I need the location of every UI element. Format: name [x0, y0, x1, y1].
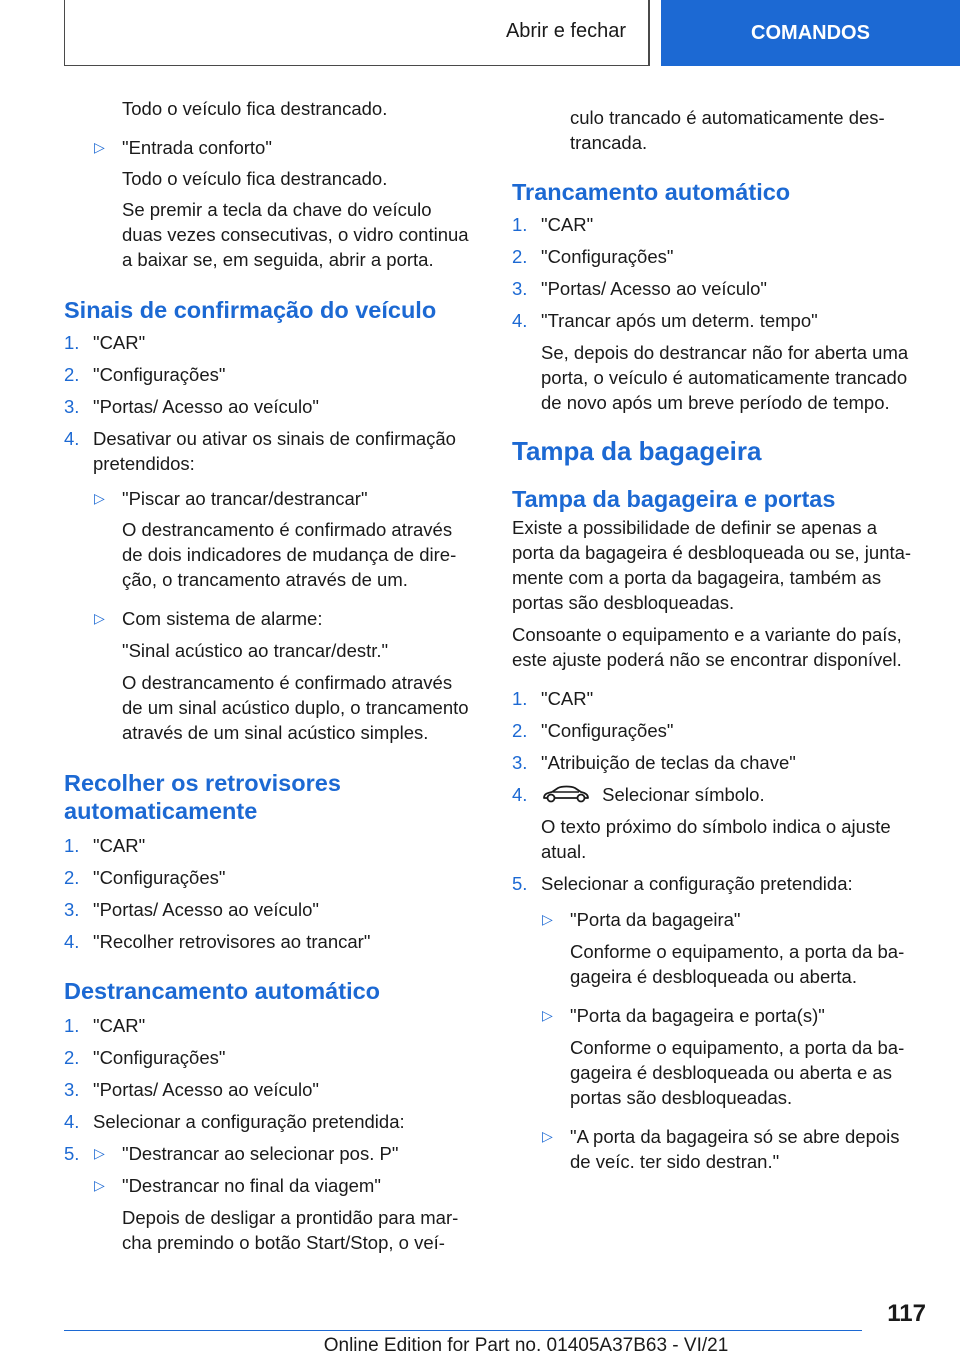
bullet-item	[64, 486, 482, 511]
list-item	[512, 750, 924, 782]
text-line: gageira é desbloqueada ou aberta e as	[570, 1062, 892, 1083]
list-item	[512, 244, 924, 276]
list-number: 5.	[512, 873, 528, 894]
text-line: culo trancado é automaticamente des-	[570, 107, 885, 128]
left-column	[64, 96, 482, 1255]
list-text: "Portas/ Acesso ao veículo"	[93, 899, 320, 920]
text-line: duas vezes consecutivas, o vidro continua	[122, 224, 469, 245]
list-text: "Trancar após um determ. tempo"	[541, 310, 818, 331]
bullet-item	[64, 135, 482, 160]
text-line: Conforme o equipamento, a porta da ba-	[570, 941, 905, 962]
triangle-bullet-icon: ▷	[94, 490, 105, 506]
list-text: "Destrancar ao selecionar pos. P"	[122, 1143, 399, 1164]
section-heading: Destrancamento automático	[64, 978, 381, 1004]
text-line: O texto próximo do símbolo indica o ajuste	[541, 816, 891, 837]
car-icon	[541, 783, 591, 805]
text-line: porta da bagageira é desbloqueada ou se, junta-	[512, 542, 912, 563]
text-line: O destrancamento é confirmado através	[122, 672, 453, 693]
list-item	[512, 718, 924, 750]
bullet-text: "Porta da bagageira e porta(s)"	[570, 1005, 825, 1026]
paragraph	[512, 814, 924, 864]
list-text: Selecionar a configuração pretendida:	[541, 873, 853, 894]
list-text: "CAR"	[93, 332, 146, 353]
triangle-bullet-icon: ▷	[94, 139, 105, 155]
triangle-bullet-icon: ▷	[94, 1177, 105, 1193]
text-line: Existe a possibilidade de definir se apenas a	[512, 517, 878, 538]
text-line: gageira é desbloqueada ou aberta.	[570, 966, 857, 987]
list-text: pretendidos:	[93, 453, 195, 474]
text-line: cha premindo o botão Start/Stop, o veí-	[122, 1232, 445, 1253]
heading-line: automaticamente	[64, 798, 258, 824]
section-heading	[64, 769, 482, 825]
list-text: "Configurações"	[93, 364, 226, 385]
paragraph: Todo o veículo fica destrancado.	[122, 98, 388, 119]
list-number: 3.	[64, 1079, 80, 1100]
bullet-text: de veíc. ter sido destran."	[570, 1151, 780, 1172]
bullet-text: "A porta da bagageira só se abre depois	[570, 1126, 900, 1147]
text-line: O destrancamento é confirmado através	[122, 519, 453, 540]
text-line: através de um sinal acústico simples.	[122, 722, 429, 743]
paragraph	[64, 1205, 482, 1255]
bullet-text: Com sistema de alarme:	[122, 608, 323, 629]
text-line: Se premir a tecla da chave do veículo	[122, 199, 432, 220]
list-item	[64, 330, 482, 362]
list-text: "CAR"	[541, 688, 594, 709]
bullet-item	[512, 907, 924, 932]
list-text: "Configurações"	[93, 867, 226, 888]
triangle-bullet-icon: ▷	[542, 911, 553, 927]
list-item	[512, 871, 924, 903]
list-number: 3.	[64, 396, 80, 417]
list-text: Desativar ou ativar os sinais de confirmação	[93, 428, 456, 449]
paragraph	[512, 340, 924, 415]
paragraph	[512, 622, 924, 672]
chapter-tab: COMANDOS	[661, 0, 960, 66]
list-number: 2.	[64, 867, 80, 888]
text-line: este ajuste poderá não se encontrar disponível.	[512, 649, 902, 670]
list-item	[64, 1013, 482, 1045]
paragraph	[64, 197, 482, 272]
paragraph	[512, 1035, 924, 1110]
paragraph: Todo o veículo fica destrancado.	[122, 168, 388, 189]
text-line: atual.	[541, 841, 587, 862]
triangle-bullet-icon: ▷	[94, 610, 105, 626]
list-text: Selecionar a configuração pretendida:	[93, 1111, 405, 1132]
numbered-list	[64, 833, 482, 961]
list-item	[512, 686, 924, 718]
list-item	[64, 394, 482, 426]
list-item	[512, 212, 924, 244]
text-line: portas são desbloqueadas.	[512, 592, 735, 613]
list-number: 2.	[64, 1047, 80, 1068]
paragraph: "Sinal acústico ao trancar/destr."	[122, 640, 389, 661]
list-number: 2.	[512, 246, 528, 267]
list-text: "Atribuição de teclas da chave"	[541, 752, 796, 773]
triangle-bullet-icon: ▷	[542, 1128, 553, 1144]
text-line: de novo após um breve período de tempo.	[541, 392, 890, 413]
section-heading: Trancamento automático	[512, 179, 791, 205]
list-item	[64, 1141, 482, 1173]
list-item	[64, 1109, 482, 1141]
list-number: 1.	[512, 688, 528, 709]
list-number: 3.	[64, 899, 80, 920]
text-line: portas são desbloqueadas.	[570, 1087, 793, 1108]
heading-line: Recolher os retrovisores	[64, 770, 341, 796]
numbered-list	[64, 1013, 482, 1255]
section-heading: Sinais de confirmação do veículo	[64, 297, 437, 323]
chapter-heading: Tampa da bagageira	[512, 436, 762, 466]
right-column	[512, 105, 924, 1174]
list-item	[64, 1045, 482, 1077]
triangle-bullet-icon: ▷	[94, 1145, 105, 1161]
list-text: "Portas/ Acesso ao veículo"	[93, 396, 320, 417]
list-number: 2.	[512, 720, 528, 741]
footer-divider	[64, 1330, 862, 1331]
paragraph	[512, 105, 924, 155]
list-text: "CAR"	[93, 1015, 146, 1036]
list-item	[64, 865, 482, 897]
list-item	[64, 1077, 482, 1109]
page-header	[0, 0, 960, 66]
list-number: 4.	[512, 784, 528, 805]
numbered-list	[512, 686, 924, 1174]
list-text: "CAR"	[541, 214, 594, 235]
list-text: "Configurações"	[541, 720, 674, 741]
list-number: 2.	[64, 364, 80, 385]
footer-edition	[0, 1335, 960, 1357]
triangle-bullet-icon: ▷	[542, 1007, 553, 1023]
bullet-item	[512, 1124, 924, 1174]
list-text: "Recolher retrovisores ao trancar"	[93, 931, 371, 952]
text-line: de dois indicadores de mudança de dire-	[122, 544, 457, 565]
list-item	[64, 833, 482, 865]
list-number: 1.	[64, 835, 80, 856]
list-number: 3.	[512, 278, 528, 299]
numbered-list	[512, 212, 924, 415]
section-title: Abrir e fechar	[505, 20, 626, 42]
list-number: 1.	[64, 332, 80, 353]
list-item	[512, 782, 924, 814]
list-text: "Configurações"	[541, 246, 674, 267]
section-heading: Tampa da bagageira e portas	[512, 486, 836, 512]
paragraph	[512, 939, 924, 989]
paragraph	[64, 517, 482, 592]
list-item	[64, 426, 482, 476]
bullet-text: "Porta da bagageira"	[570, 909, 741, 930]
list-text: "Configurações"	[93, 1047, 226, 1068]
text-line: Conforme o equipamento, a porta da ba-	[570, 1037, 905, 1058]
list-number: 5.	[64, 1143, 80, 1164]
text-line: Depois de desligar a prontidão para mar-	[122, 1207, 459, 1228]
bullet-item	[64, 606, 482, 631]
text-line: trancada.	[570, 132, 648, 153]
page-number: 117	[887, 1300, 926, 1327]
list-text: "Portas/ Acesso ao veículo"	[93, 1079, 320, 1100]
bullet-item	[64, 1173, 482, 1198]
list-number: 4.	[64, 1111, 80, 1132]
text-line: Se, depois do destrancar não for aberta uma	[541, 342, 909, 363]
bullet-item	[512, 1003, 924, 1028]
list-text: "Portas/ Acesso ao veículo"	[541, 278, 768, 299]
text-line: de um sinal acústico duplo, o trancamento	[122, 697, 469, 718]
list-text	[512, 782, 924, 807]
header-frame	[64, 0, 650, 66]
list-number: 1.	[512, 214, 528, 235]
paragraph	[512, 515, 924, 615]
list-number: 4.	[64, 428, 80, 449]
list-item	[64, 897, 482, 929]
footer-edition-text: Online Edition for Part no. 01405A37B63 - VI/21	[323, 1335, 729, 1356]
list-item	[64, 362, 482, 394]
bullet-text: "Entrada conforto"	[122, 137, 272, 158]
list-item	[512, 308, 924, 340]
bullet-text: "Piscar ao trancar/destrancar"	[122, 488, 368, 509]
list-text: "CAR"	[93, 835, 146, 856]
text-line: a baixar se, em seguida, abrir a porta.	[122, 249, 434, 270]
list-item	[512, 276, 924, 308]
text-line: mente com a porta da bagageira, também as	[512, 567, 882, 588]
text-line: porta, o veículo é automaticamente trancado	[541, 367, 908, 388]
bullet-text: "Destrancar no final da viagem"	[122, 1175, 381, 1196]
numbered-list	[64, 330, 482, 745]
list-number: 1.	[64, 1015, 80, 1036]
text-line: ção, o trancamento através de um.	[122, 569, 408, 590]
list-number: 4.	[64, 931, 80, 952]
list-item	[64, 929, 482, 961]
text-line: Consoante o equipamento e a variante do país,	[512, 624, 902, 645]
list-number: 4.	[512, 310, 528, 331]
list-number: 3.	[512, 752, 528, 773]
list-text-label: Selecionar símbolo.	[602, 784, 765, 805]
paragraph	[64, 670, 482, 745]
